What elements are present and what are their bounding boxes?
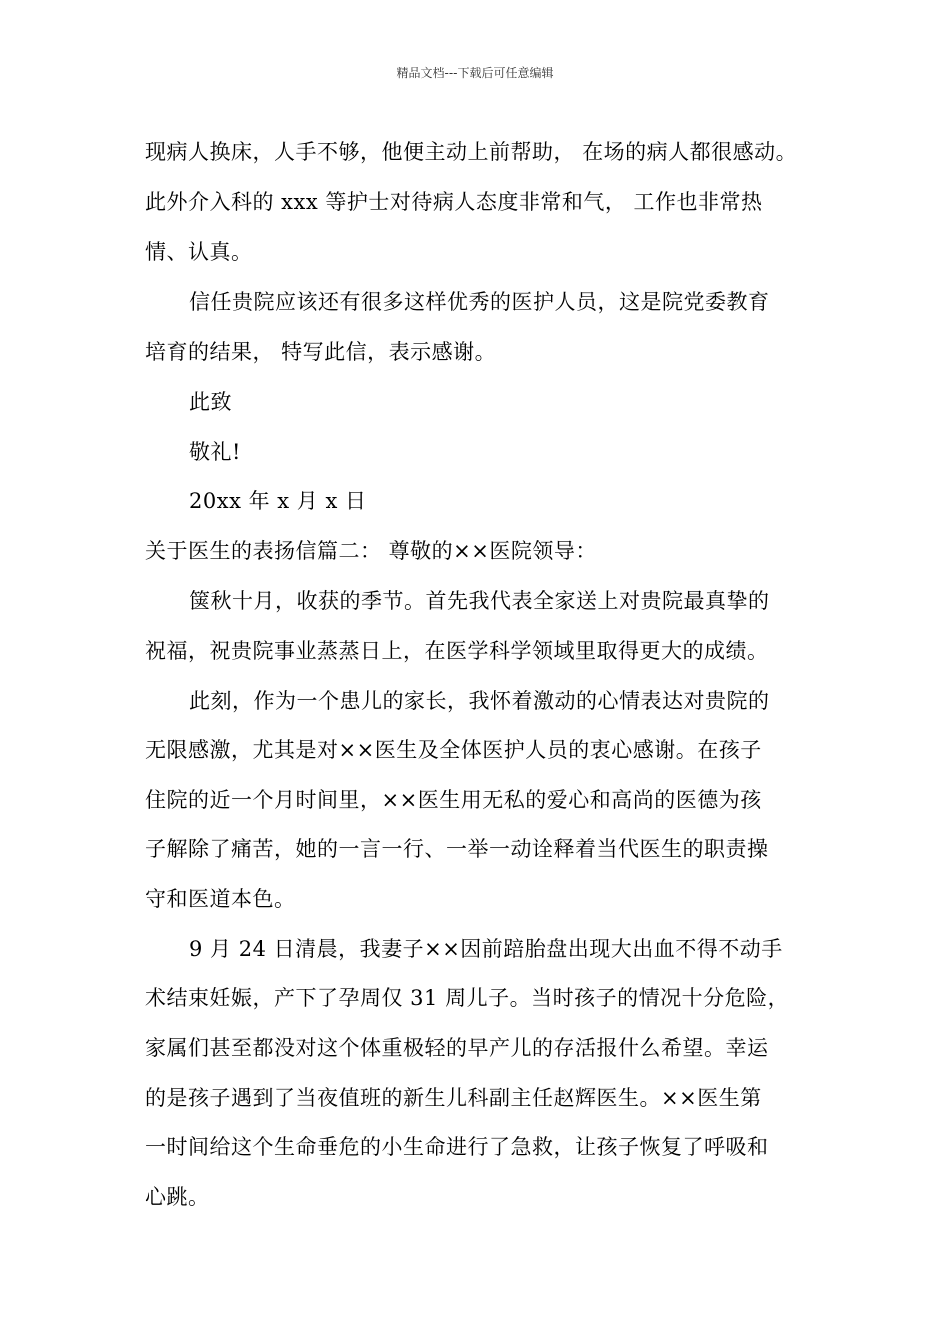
text-line: 祝福，祝贵院事业蒸蒸日上，在医学科学领域里取得更大的成绩。 bbox=[145, 639, 769, 663]
text-line: 此外介入科的 xxx 等护士对待病人态度非常和气， 工作也非常热 bbox=[145, 190, 763, 214]
text-line: 无限感激，尤其是对××医生及全体医护人员的衷心感谢。在孩子 bbox=[145, 738, 762, 762]
text-line: 一时间给这个生命垂危的小生命进行了急救，让孩子恢复了呼吸和 bbox=[145, 1135, 769, 1159]
text-line: 箧秋十月，收获的季节。首先我代表全家送上对贵院最真挚的 bbox=[189, 589, 770, 613]
text-line: 守和医道本色。 bbox=[145, 887, 296, 911]
text-line: 心跳。 bbox=[145, 1185, 210, 1209]
section-heading: 关于医生的表扬信篇二： 尊敬的××医院领导： bbox=[145, 539, 597, 563]
text-line: 9 月 24 日清晨，我妻子××因前踣胎盘出现大出血不得不动手 bbox=[189, 937, 783, 961]
text-line: 此致 bbox=[189, 390, 232, 414]
text-line: 20xx 年 x 月 x 日 bbox=[189, 489, 367, 513]
text-line: 子解除了痛苦，她的一言一行、一举一动诠释着当代医生的职责操 bbox=[145, 837, 769, 861]
text-line: 信任贵院应该还有很多这样优秀的医护人员，这是院党委教育 bbox=[189, 290, 770, 314]
text-line: 住院的近一个月时间里，××医生用无私的爱心和高尚的医德为孩 bbox=[145, 788, 762, 812]
text-line: 现病人换床，人手不够，他便主动上前帮助， 在场的病人都很感动。 bbox=[145, 140, 798, 164]
page-header: 精品文档---下载后可任意编辑 bbox=[396, 66, 554, 80]
text-line: 敬礼! bbox=[189, 440, 241, 464]
text-line: 家属们甚至都没对这个体重极轻的早产儿的存活报什么希望。幸运 bbox=[145, 1036, 769, 1060]
text-line: 此刻，作为一个患儿的家长，我怀着激动的心情表达对贵院的 bbox=[189, 689, 770, 713]
text-line: 术结束妊娠，产下了孕周仅 31 周儿子。当时孩子的情况十分危险， bbox=[145, 986, 790, 1010]
text-line: 情、认真。 bbox=[145, 240, 253, 264]
text-line: 的是孩子遇到了当夜值班的新生儿科副主任赵辉医生。××医生第 bbox=[145, 1086, 762, 1110]
text-line: 培育的结果， 特写此信，表示感谢。 bbox=[145, 340, 497, 364]
